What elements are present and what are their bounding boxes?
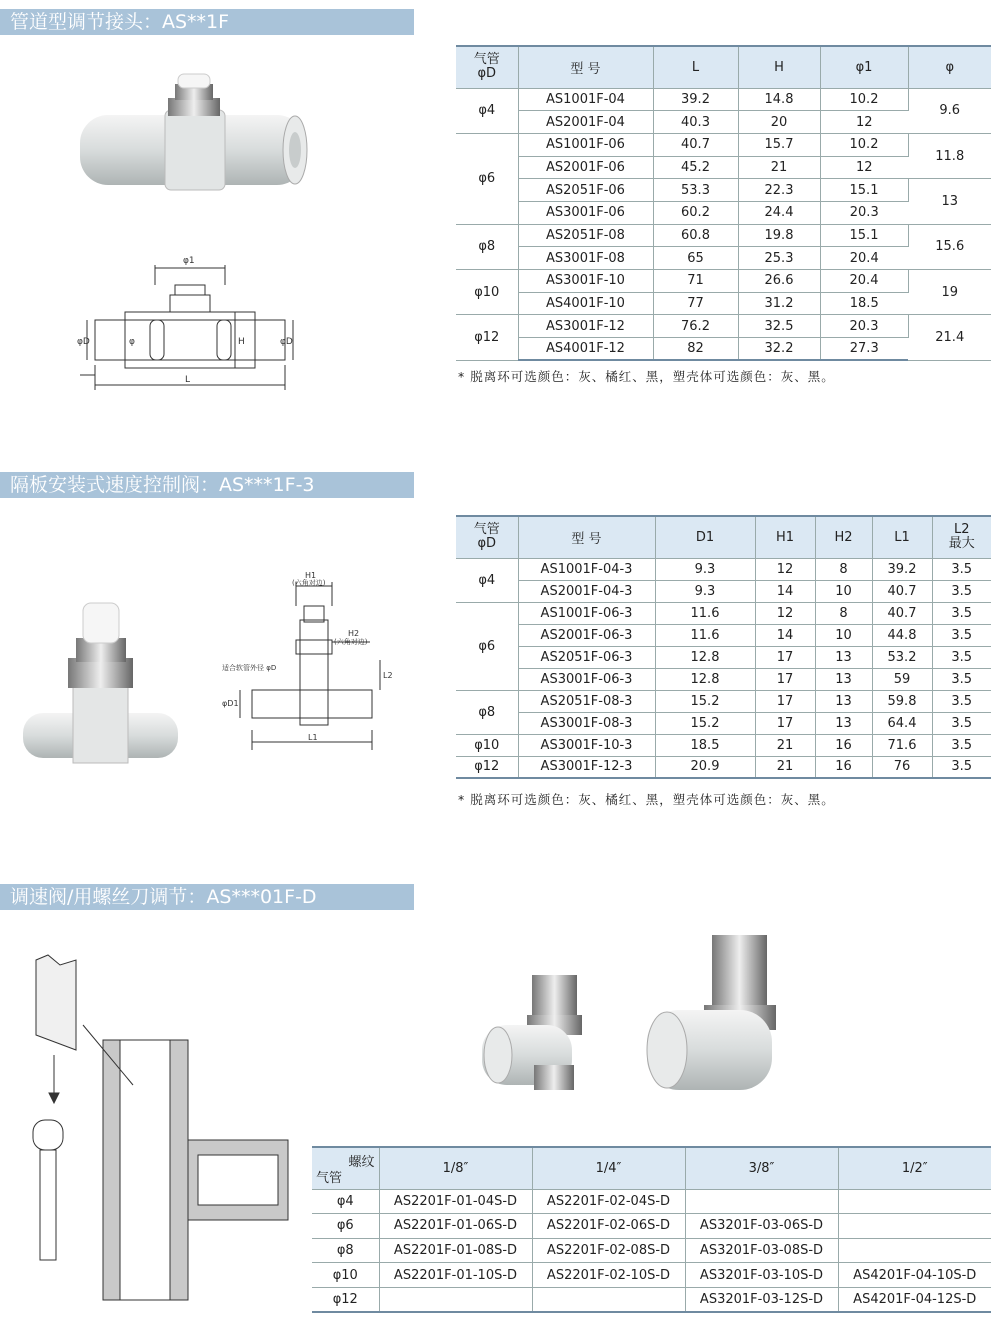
table-row [312, 1263, 991, 1288]
table-row [456, 580, 991, 602]
table-header: L1 [872, 516, 932, 558]
table-cell: 12.8 [655, 646, 755, 668]
table-cell: AS2201F-02-06S-D [532, 1214, 685, 1239]
table-row [456, 646, 991, 668]
table-cell: 27.3 [820, 338, 908, 361]
table-cell: 8 [815, 602, 872, 624]
table-cell: 60.2 [653, 201, 738, 224]
table-cell: AS2201F-01-06S-D [379, 1214, 532, 1239]
table-cell: 77 [653, 292, 738, 315]
table-cell: 13 [815, 712, 872, 734]
table-header: 型 号 [518, 516, 655, 558]
tube-diameter: φ10 [456, 270, 518, 315]
table-cell [379, 1287, 532, 1312]
table-cell: 11.6 [655, 624, 755, 646]
dim-L1: L1 [308, 733, 318, 742]
table-cell: AS3201F-03-06S-D [685, 1214, 838, 1239]
table-cell: AS3001F-08-3 [518, 712, 655, 734]
table-cell: 14.8 [738, 88, 820, 111]
table-cell: 53.3 [653, 179, 738, 202]
table-cell: 3.5 [932, 646, 991, 668]
table-cell: 31.2 [738, 292, 820, 315]
phi-value: 15.6 [908, 224, 991, 269]
table-cell: 18.5 [820, 292, 908, 315]
table-row [456, 712, 991, 734]
table-header: 气管 φD [456, 516, 518, 558]
table-cell: AS3201F-03-08S-D [685, 1238, 838, 1263]
corner-thread-label: 螺纹 [348, 1155, 375, 1170]
table-cell: 15.1 [820, 179, 908, 202]
table-header: D1 [655, 516, 755, 558]
table-cell: 12 [820, 111, 908, 134]
table-cell: 3.5 [932, 756, 991, 778]
tube-diameter: φ12 [456, 315, 518, 360]
table-cell: 53.2 [872, 646, 932, 668]
table-cell: AS2051F-08-3 [518, 690, 655, 712]
table-cell [838, 1189, 991, 1214]
tube-diameter: φ12 [456, 756, 518, 778]
table-cell: 76 [872, 756, 932, 778]
table-cell: 17 [755, 668, 815, 690]
table-cell: 20.4 [820, 270, 908, 293]
inline-fitting-photo [70, 70, 320, 210]
dim-H2: H2 [348, 629, 360, 638]
table-cell: 16 [815, 756, 872, 778]
table-cell: AS2051F-06-3 [518, 646, 655, 668]
table-row [456, 315, 991, 338]
table-cell: AS2001F-06 [518, 156, 653, 179]
table-cell: 13 [815, 668, 872, 690]
table-cell: AS3201F-03-10S-D [685, 1263, 838, 1288]
dim-L2: L2 [383, 671, 393, 680]
table-cell: 3.5 [932, 624, 991, 646]
table-cell: 60.8 [653, 224, 738, 247]
table-cell: 21 [738, 156, 820, 179]
thread-header: 1/8″ [379, 1147, 532, 1189]
table-cell: 3.5 [932, 690, 991, 712]
corner-tube-label: 气管 [316, 1170, 343, 1186]
bulkhead-valve-photo [18, 598, 188, 773]
table-cell: 8 [815, 558, 872, 580]
table-cell: AS3001F-06-3 [518, 668, 655, 690]
table-cell: 25.3 [738, 247, 820, 270]
table-cell: AS2201F-02-08S-D [532, 1238, 685, 1263]
tube-diameter: φ12 [312, 1287, 379, 1312]
table-cell: 45.2 [653, 156, 738, 179]
table-cell: 40.7 [653, 133, 738, 156]
table-row [456, 179, 991, 202]
table-cell: AS3201F-03-12S-D [685, 1287, 838, 1312]
tube-diameter: φ4 [456, 88, 518, 133]
tube-diameter: φ8 [456, 690, 518, 734]
table-row [456, 133, 991, 156]
table-cell: 13 [815, 646, 872, 668]
table-row [456, 270, 991, 293]
table-cell: 16 [815, 734, 872, 756]
table-cell [532, 1287, 685, 1312]
table-cell: 3.5 [932, 734, 991, 756]
table-cell: 20 [738, 111, 820, 134]
bulkhead-valve-drawing [220, 570, 400, 755]
section2-table [456, 515, 991, 779]
table-cell: 24.4 [738, 201, 820, 224]
table-cell: 32.5 [738, 315, 820, 338]
table-cell: 20.4 [820, 247, 908, 270]
dim-phi: φ [129, 337, 135, 347]
table-cell: AS2001F-04-3 [518, 580, 655, 602]
dim-tube-od: 适合软管外径 φD [222, 664, 277, 672]
tube-diameter: φ8 [312, 1238, 379, 1263]
table-cell: AS2001F-06-3 [518, 624, 655, 646]
table-header: H [738, 46, 820, 88]
table-header: φ [908, 46, 991, 88]
table-cell [838, 1238, 991, 1263]
dim-phi1: φ1 [183, 256, 195, 266]
table-cell: AS3001F-06 [518, 201, 653, 224]
table-cell: 40.7 [872, 602, 932, 624]
table-cell: 10 [815, 580, 872, 602]
table-cell [685, 1189, 838, 1214]
table-cell: 15.7 [738, 133, 820, 156]
section1-note: * 脱离环可选颜色：灰、橘红、黑，塑壳体可选颜色：灰、黑。 [458, 369, 835, 384]
table-corner [312, 1147, 379, 1189]
table-cell: AS1001F-04 [518, 88, 653, 111]
thread-header: 1/4″ [532, 1147, 685, 1189]
table-row [312, 1189, 991, 1214]
table-cell: 10.2 [820, 88, 908, 111]
table-cell: AS3001F-10 [518, 270, 653, 293]
table-cell: 9.3 [655, 558, 755, 580]
table-cell: AS2201F-01-08S-D [379, 1238, 532, 1263]
table-cell: 39.2 [872, 558, 932, 580]
table-cell: 21 [755, 734, 815, 756]
table-cell: 18.5 [655, 734, 755, 756]
section2-note: * 脱离环可选颜色：灰、橘红、黑，塑壳体可选颜色：灰、黑。 [458, 792, 835, 807]
table-cell: 3.5 [932, 558, 991, 580]
table-cell: 32.2 [738, 338, 820, 361]
table-cell: 12.8 [655, 668, 755, 690]
table-cell: 3.5 [932, 712, 991, 734]
table-cell: 71.6 [872, 734, 932, 756]
phi-value: 19 [908, 270, 991, 315]
screwdriver-cutaway-drawing [8, 945, 298, 1315]
table-cell: 10.2 [820, 133, 908, 156]
phi-value: 9.6 [908, 88, 991, 133]
table-cell: 26.6 [738, 270, 820, 293]
table-cell: 39.2 [653, 88, 738, 111]
table-header: 气管 φD [456, 46, 518, 88]
table-row [456, 668, 991, 690]
elbow-valve-photo [472, 925, 792, 1100]
table-cell: 14 [755, 580, 815, 602]
section3-table [312, 1146, 991, 1313]
tube-diameter: φ6 [456, 133, 518, 224]
thread-header: 1/2″ [838, 1147, 991, 1189]
tube-diameter: φ8 [456, 224, 518, 269]
table-cell: 3.5 [932, 668, 991, 690]
dim-H1-sub: (六角对边) [292, 579, 326, 587]
table-cell: 14 [755, 624, 815, 646]
table-row [456, 734, 991, 756]
table-cell: 76.2 [653, 315, 738, 338]
table-cell: 19.8 [738, 224, 820, 247]
tube-diameter: φ10 [456, 734, 518, 756]
table-cell: 40.3 [653, 111, 738, 134]
table-cell: 15.1 [820, 224, 908, 247]
table-cell: 10 [815, 624, 872, 646]
thread-header: 3/8″ [685, 1147, 838, 1189]
table-row [312, 1287, 991, 1312]
table-cell: 12 [755, 558, 815, 580]
table-cell: AS1001F-06-3 [518, 602, 655, 624]
dim-H1: H1 [305, 571, 317, 580]
table-cell: 17 [755, 646, 815, 668]
table-row [456, 690, 991, 712]
table-cell: 20.9 [655, 756, 755, 778]
table-cell: 9.3 [655, 580, 755, 602]
table-cell: 44.8 [872, 624, 932, 646]
table-header: L [653, 46, 738, 88]
dim-phiD-left: φD [77, 337, 90, 347]
section3-title: 调速阀/用螺丝刀调节：AS***01F-D [0, 884, 414, 910]
table-cell: AS3001F-12 [518, 315, 653, 338]
section1-table [456, 45, 991, 361]
table-cell: 71 [653, 270, 738, 293]
table-cell: AS2051F-08 [518, 224, 653, 247]
table-row [456, 756, 991, 778]
table-cell: 64.4 [872, 712, 932, 734]
section2-title: 隔板安装式速度控制阀：AS***1F-3 [0, 472, 414, 498]
tube-diameter: φ6 [312, 1214, 379, 1239]
table-cell: 59.8 [872, 690, 932, 712]
table-cell: 17 [755, 712, 815, 734]
table-cell: AS4201F-04-10S-D [838, 1263, 991, 1288]
table-cell: 15.2 [655, 690, 755, 712]
table-cell: AS3001F-12-3 [518, 756, 655, 778]
table-cell: 17 [755, 690, 815, 712]
table-cell: 20.3 [820, 315, 908, 338]
table-cell: AS2201F-02-10S-D [532, 1263, 685, 1288]
table-cell: 11.6 [655, 602, 755, 624]
tube-diameter: φ4 [456, 558, 518, 602]
table-cell: 12 [755, 602, 815, 624]
table-cell: 13 [815, 690, 872, 712]
table-header: L2 最大 [932, 516, 991, 558]
table-header: H1 [755, 516, 815, 558]
table-cell: AS1001F-06 [518, 133, 653, 156]
table-cell: 3.5 [932, 580, 991, 602]
table-cell: 15.2 [655, 712, 755, 734]
section1-title: 管道型调节接头：AS**1F [0, 9, 414, 35]
table-cell: 65 [653, 247, 738, 270]
table-header: φ1 [820, 46, 908, 88]
dim-L: L [185, 375, 191, 385]
table-cell: AS1001F-04-3 [518, 558, 655, 580]
phi-value: 21.4 [908, 315, 991, 360]
table-cell: 21 [755, 756, 815, 778]
table-cell: AS2201F-01-04S-D [379, 1189, 532, 1214]
table-cell: AS2201F-02-04S-D [532, 1189, 685, 1214]
table-cell: 40.7 [872, 580, 932, 602]
table-header: H2 [815, 516, 872, 558]
table-row [456, 558, 991, 580]
table-cell: AS4201F-04-12S-D [838, 1287, 991, 1312]
table-row [456, 224, 991, 247]
table-row [456, 88, 991, 111]
table-cell: 22.3 [738, 179, 820, 202]
table-cell [838, 1214, 991, 1239]
table-header: 型 号 [518, 46, 653, 88]
tube-diameter: φ6 [456, 602, 518, 690]
table-row [312, 1214, 991, 1239]
table-cell: AS4001F-12 [518, 338, 653, 361]
table-cell: AS2201F-01-10S-D [379, 1263, 532, 1288]
dim-phiD-right: φD [280, 337, 293, 347]
table-cell: AS2051F-06 [518, 179, 653, 202]
table-cell: AS3001F-08 [518, 247, 653, 270]
table-cell: 12 [820, 156, 908, 179]
dim-H2-sub: (六角对边) [334, 638, 368, 646]
table-cell: 3.5 [932, 602, 991, 624]
table-row [456, 602, 991, 624]
phi-value: 13 [908, 179, 991, 224]
dim-D1: φD1 [222, 699, 239, 708]
table-row [456, 624, 991, 646]
table-row [312, 1238, 991, 1263]
table-cell: 20.3 [820, 201, 908, 224]
tube-diameter: φ10 [312, 1263, 379, 1288]
dim-H: H [238, 337, 245, 347]
table-cell: AS4001F-10 [518, 292, 653, 315]
phi-value: 11.8 [908, 133, 991, 178]
table-cell: AS2001F-04 [518, 111, 653, 134]
inline-fitting-drawing [75, 250, 305, 395]
table-cell: AS3001F-10-3 [518, 734, 655, 756]
table-cell: 59 [872, 668, 932, 690]
tube-diameter: φ4 [312, 1189, 379, 1214]
table-cell: 82 [653, 338, 738, 361]
